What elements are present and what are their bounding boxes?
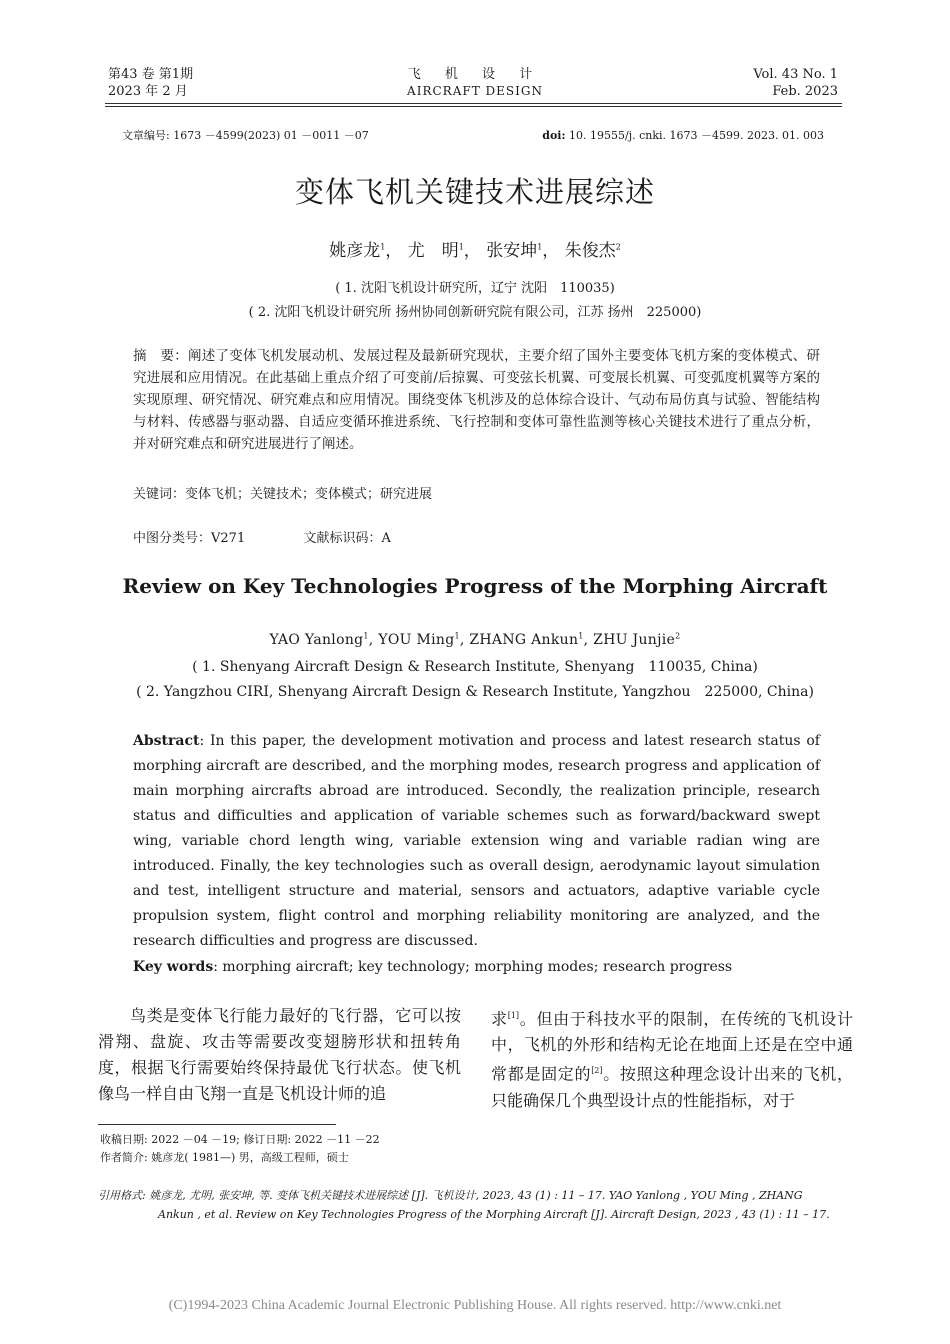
classification <box>133 527 391 546</box>
abstract-cn-text: 阐述了变体飞机发展动机、发展过程及最新研究现状，主要介绍了国外主要变体飞机方案的变体模式、研究进展和应用情况。在此基础上重点介绍了可变前/后掠翼、可变弦长机翼、可变展长机翼、可变弧度机翼等方案的实现原理、研究情况、研究难点和应用情况。围绕变体飞机涉及的总体综合设计、气动布局仿真与试验、智能结构与材料、传感器与驱动器、自适应变循环推进系统、飞行控制和变体可靠性监测等核心关键技术进行了重点分析，并对研究难点和研究进展进行了阐述。 <box>133 348 821 452</box>
doi-label: doi: <box>542 129 566 142</box>
citation-line-1: 引用格式: 姚彦龙, 尤明, 张安坤, 等. 变体飞机关键技术进展综述 [J]. 飞机设计, 2023, 43 (1) : 11 – 17. YAO Yanlong , YOU Ming , ZHANG <box>98 1189 803 1202</box>
header-vol-en: Vol. 43 No. 1 <box>753 67 838 82</box>
header-journal-en: AIRCRAFT DESIGN <box>407 84 543 98</box>
keywords-en-label: Key words <box>133 959 214 975</box>
affiliation-en-2: ( 2. Yangzhou CIRI, Shenyang Aircraft Design & Research Institute, Yangzhou 225000, China) <box>136 684 814 700</box>
body-right-text-3: 。按照这种理念设计出来的飞机，只能确保几个典型设计点的性能指标，对于 <box>491 1064 853 1110</box>
ref-2[interactable]: [2] <box>591 1066 603 1076</box>
doc-code-value: A <box>381 531 391 546</box>
abstract-cn-label: 摘 要： <box>133 348 188 364</box>
body-right-text-2: 。但由于科技水平的限制，在传统的飞机设计中，飞机的外形和结构无论在地面上还是在空中通常都是固定的 <box>491 1009 853 1084</box>
title-en: Review on Key Technologies Progress of the Morphing Aircraft <box>122 574 828 598</box>
footnote-author: 作者简介: 姚彦龙( 1981—) 男，高级工程师，硕士 <box>100 1151 349 1164</box>
affiliation-cn-1: ( 1. 沈阳飞机设计研究所，辽宁 沈阳 110035) <box>335 281 615 296</box>
abstract-en-label: Abstract <box>133 733 200 749</box>
keywords-cn <box>133 483 432 502</box>
abstract-en-text: : In this paper, the development motivation and process and latest research status of morphing aircraft are described, and the morphing modes, research progress and application of main morphing aircrafts abroad are introduced. Secondly, the realization principle, research status and difficulties and application of variable schemes such as forward/backward swept wing, variable chord length wing, variable extension wing and variable radian wing are introduced. Finally, the key technologies such as overall design, aerodynamic layout simulation and test, intelligent structure and material, sensors and actuators, adaptive variable cycle propulsion system, flight control and morphing reliability monitoring are analyzed, and the research difficulties and progress are discussed. <box>133 733 820 949</box>
doc-code-label: 文献标识码： <box>303 531 382 546</box>
footnote-rule <box>98 1124 336 1125</box>
body-column-right <box>491 1003 853 1114</box>
abstract-cn <box>133 345 820 455</box>
clc-value: V271 <box>211 531 246 546</box>
keywords-cn-text: 变体飞机；关键技术；变体模式；研究进展 <box>185 487 433 502</box>
header-right <box>753 66 838 100</box>
author-en-3: ZHANG Ankun$^1$, <box>469 631 594 648</box>
article-number: 文章编号: 1673 －4599(2023) 01 －0011 －07 <box>122 129 369 142</box>
ref-1[interactable]: [1] <box>507 1011 520 1020</box>
author-en-4: ZHU Junjie$^2$ <box>593 631 681 648</box>
header-date-en: Feb. 2023 <box>772 84 838 99</box>
clc-label: 中图分类号： <box>133 531 212 546</box>
header-volume: 第43 卷 第1期 <box>108 67 194 82</box>
keywords-en <box>133 955 820 980</box>
authors-cn <box>0 236 950 261</box>
doi-value: 10. 19555/j. cnki. 1673 －4599. 2023. 01. 003 <box>565 129 824 142</box>
author-2: 尤 明$^1$， <box>407 241 481 261</box>
affiliation-en-1: ( 1. Shenyang Aircraft Design & Research Institute, Shenyang 110035, China) <box>192 659 758 675</box>
header-rule-thin <box>105 106 842 107</box>
header-date-cn: 2023 年 2 月 <box>108 84 188 99</box>
doi <box>542 127 824 143</box>
abstract-en <box>133 729 820 954</box>
body-column-left: 鸟类是变体飞行能力最好的飞行器，它可以按滑翔、盘旋、攻击等需要改变翅膀形状和扭转角度，根据飞行需要始终保持最优飞行状态。使飞机像鸟一样自由飞翔一直是飞机设计师的追 <box>98 1006 461 1103</box>
footnote-received: 收稿日期: 2022 －04 －19; 修订日期: 2022 －11 －22 <box>100 1133 380 1146</box>
body-right-text-1: 求 <box>491 1009 508 1029</box>
authors-en <box>0 631 950 648</box>
author-en-2: YOU Ming$^1$, <box>378 631 470 648</box>
author-3: 张安坤$^1$， <box>486 241 560 261</box>
affiliation-cn-2: ( 2. 沈阳飞机设计研究所 扬州协同创新研究院有限公司，江苏 扬州 225000) <box>248 305 702 320</box>
author-1: 姚彦龙$^1$， <box>329 241 403 261</box>
author-en-1: YAO Yanlong$^1$, <box>269 631 379 648</box>
header-journal-cn: 飞 机 设 计 <box>407 67 543 82</box>
citation-line-2: Ankun , et al. Review on Key Technologies Progress of the Morphing Aircraft [J]. Aircraft Design, 2023 , 43 (1) : 11 – 17. <box>158 1208 830 1221</box>
header-rule <box>105 103 842 104</box>
author-4: 朱俊杰$^2$ <box>564 241 621 261</box>
keywords-cn-label: 关键词： <box>133 487 186 502</box>
copyright-notice: (C)1994-2023 China Academic Journal Electronic Publishing House. All rights reserved. http://www.cnki.net <box>168 1298 782 1313</box>
title-cn: 变体飞机关键技术进展综述 <box>294 175 655 209</box>
keywords-en-text: : morphing aircraft; key technology; morphing modes; research progress <box>213 959 733 975</box>
